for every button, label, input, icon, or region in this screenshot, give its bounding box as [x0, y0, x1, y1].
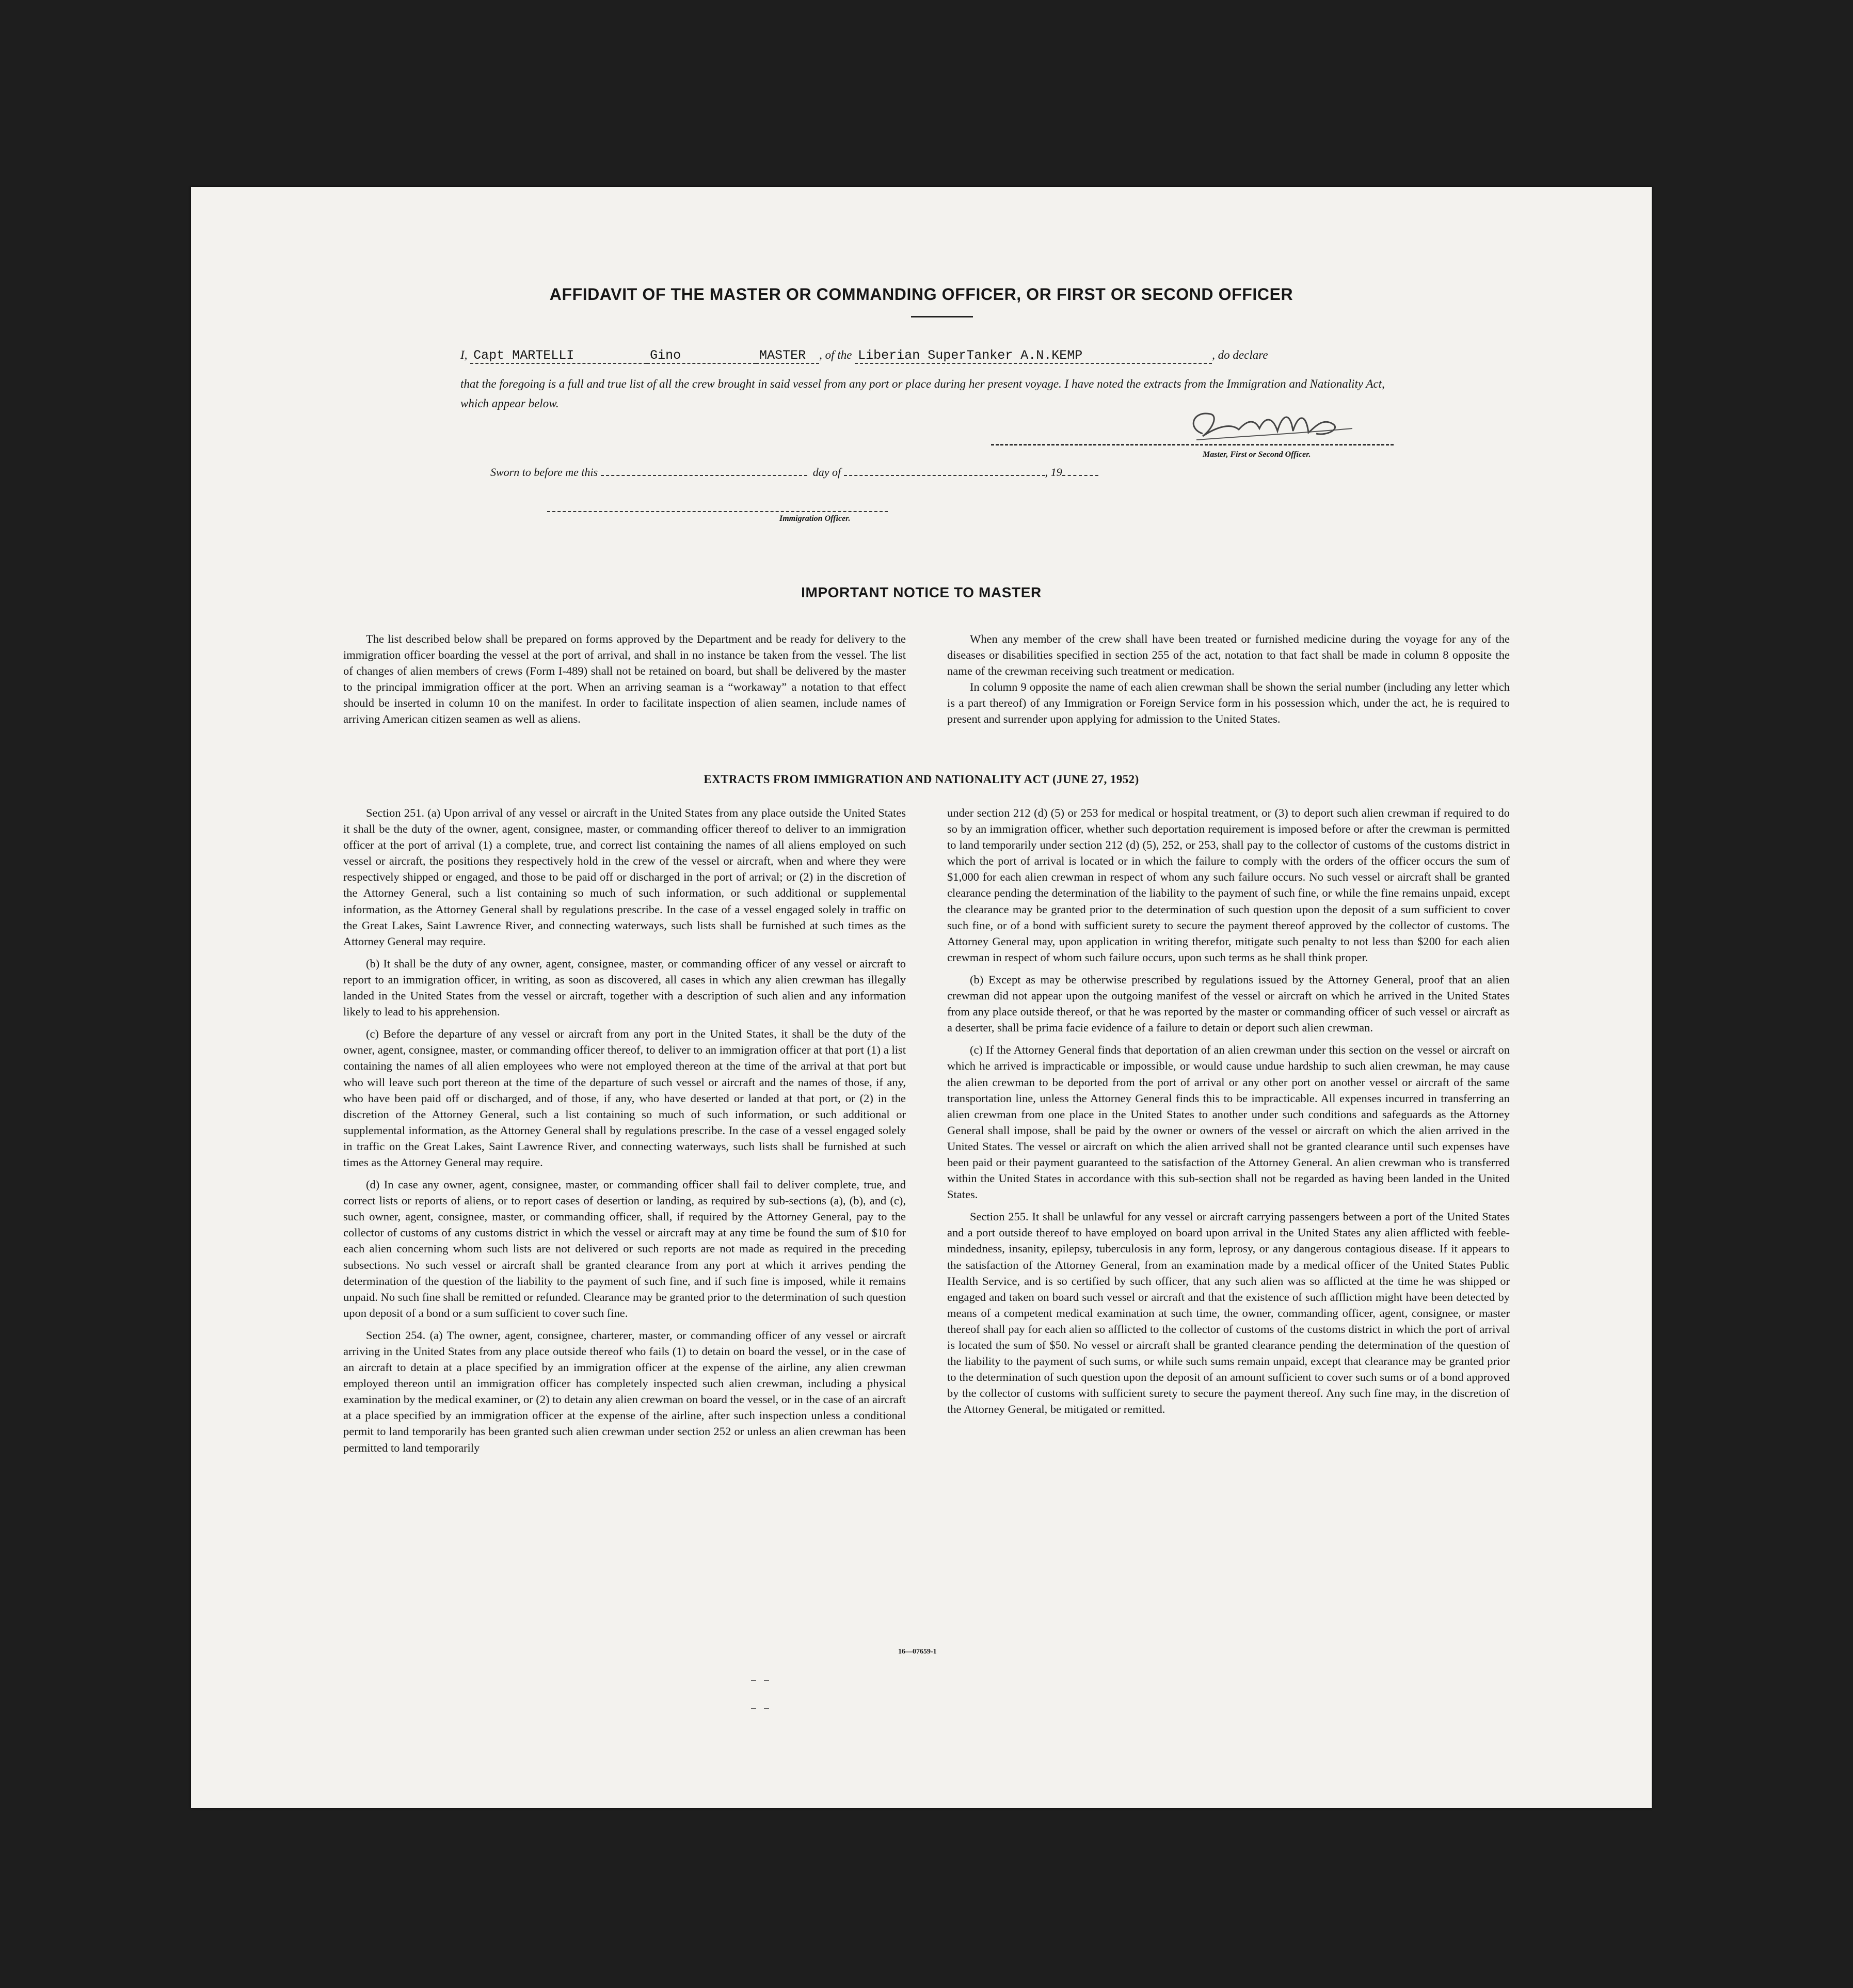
signature-caption: Master, First or Second Officer.: [1203, 450, 1311, 459]
sworn-month-blank: [844, 468, 1045, 476]
notice-paragraph: In column 9 opposite the name of each alien crewman shall be shown the serial number (including any letter which is a part thereof) of any Immigration or Foreign Service form in his possession which, under the act, he is required to present and surrender upon applying for admission to the United States.: [947, 680, 1510, 725]
declaration-block: [460, 348, 1415, 413]
declaration-statement: that the foregoing is a full and true list of all the crew brought in said vessel from any port or place during her present voyage. I have noted the extracts from the Immigration and Nationality Act, which appear below.: [460, 377, 1385, 410]
affidavit-page: [191, 187, 1652, 1808]
notice-left-column: [343, 631, 906, 727]
notice-right-column: [947, 631, 1510, 727]
law-paragraph: Section 254. (a) The owner, agent, consignee, charterer, master, or commanding officer of any vessel or aircraft arriving in the United States from any place outside thereof who fails (1) to detain on board the vessel, or in the case of an aircraft to detain at a place specified by an immigration officer at the expense of the airline, any alien crewman employed thereon until an immigration officer has completely inspected such alien crewman, including a physical examination by the medical examiner, or (2) to detain any alien crewman on board the vessel, or in the case of an aircraft at a place specified by an immigration officer at the expense of the airline, after such inspection unless a conditional permit to land temporarily has been granted such alien crewman under section 252 or unless an alien crewman has been permitted to land temporarily: [343, 1328, 906, 1454]
day-of-label: day of: [812, 466, 841, 479]
declare-prefix: I,: [460, 348, 468, 361]
immigration-officer-line: [547, 511, 888, 512]
extracts-left-column: [343, 805, 906, 1462]
do-declare-label: , do declare: [1212, 348, 1268, 361]
rank-value: Capt: [473, 348, 505, 363]
law-paragraph: Section 255. It shall be unlawful for any vessel or aircraft carrying passengers between a port of the United States and a port outside thereof to have employed on board upon arrival in the United States any alien afflicted with feeble-mindedness, insanity, epilepsy, tuberculosis in any form, leprosy, or any dangerous contagious disease. If it appears to the satisfaction of the Attorney General, from an examination made by a medical officer of the United States Public Health Service, and is so certified by such officer, that any such alien was so afflicted at the time he was shipped or engaged and taken on board such vessel or aircraft and that the existence of such affliction might have been detected by means of a competent medical examination at such time, the owner, commanding officer, agent, consignee, or master thereof shall pay for each alien so afflicted to the collector of customs of the customs district in which the port of arrival is located the sum of $50. No vessel or aircraft shall be granted clearance pending the determination of the question of the liability to the payment of such sums, or while such sums remain unpaid, except that clearance may be granted prior to the determination of such question upon the deposit of an amount sufficient to cover such sums or of a bond approved by the collector of customs with sufficient surety to secure the payment thereof. Any such fine may, in the discretion of the Attorney General, be mitigated or remitted.: [947, 1210, 1510, 1416]
notice-paragraph: When any member of the crew shall have been treated or furnished medicine during the voyage for any of the diseases or disabilities specified in section 255 of the act, notation to that fact shall be made in column 8 opposite the name of the crewman receiving such treatment or medication.: [947, 632, 1510, 677]
law-paragraph: Section 251. (a) Upon arrival of any vessel or aircraft in the United States from any place outside the United States it shall be the duty of the owner, agent, consignee, master, or commanding officer thereof to deliver to an immigration officer at the port of arrival (1) a complete, true, and correct list containing the names of all aliens employed on such vessel or aircraft, the positions they respectively hold in the crew of the vessel or aircraft, when and where they were respectively shipped or engaged, and those to be paid off or discharged in the port of arrival; or (2) in the discretion of the Attorney General, such a list containing so much of such information, or such additional or supplemental information, as the Attorney General shall by regulations prescribe. In the case of a vessel engaged solely in traffic on the Great Lakes, Saint Lawrence River, and connecting waterways, such lists shall be furnished at such times as the Attorney General may require.: [343, 806, 906, 948]
extracts-right-column: [947, 805, 1510, 1423]
of-the-label: , of the: [819, 348, 852, 361]
law-paragraph: (b) Except as may be otherwise prescribed by regulations issued by the Attorney General, proof that an alien crewman did not appear upon the outgoing manifest of the vessel or aircraft on which he arrived in the United States from any place outside thereof, or that he was reported by the master or commanding officer of such vessel or aircraft as a deserter, shall be prima facie evidence of a failure to detain or deport such alien crewman.: [947, 973, 1510, 1035]
bleed-mark: [764, 1708, 769, 1709]
signature-line: [991, 444, 1394, 446]
law-paragraph: (b) It shall be the duty of any owner, agent, consignee, master, or commanding officer of any vessel or aircraft to report to an immigration officer, in writing, as soon as discovered, all cases in which any alien crewman has illegally landed in the United States from the vessel or aircraft, together with a description of such alien and any information likely to lead to his apprehension.: [343, 957, 906, 1019]
name-field: [470, 348, 647, 364]
given-name-field: Gino: [647, 348, 756, 364]
sworn-day-blank: [601, 468, 807, 476]
year-label: , 19: [1045, 466, 1062, 479]
surname-value: MARTELLI: [512, 348, 574, 363]
vessel-field: Liberian SuperTanker A.N.KEMP: [855, 348, 1212, 364]
master-signature: [1182, 408, 1378, 447]
title-rule: [911, 316, 973, 317]
bleed-mark: [751, 1708, 756, 1709]
extracts-title: EXTRACTS FROM IMMIGRATION AND NATIONALITY ACT (JUNE 27, 1952): [704, 773, 1139, 786]
immigration-officer-caption: Immigration Officer.: [779, 514, 851, 523]
sworn-row: [490, 466, 1098, 479]
position-field: MASTER: [756, 348, 819, 364]
sworn-year-blank: [1062, 468, 1098, 476]
form-number: 16—07659-1: [898, 1648, 937, 1656]
law-paragraph: (c) Before the departure of any vessel or aircraft from any port in the United States, it shall be the duty of the owner, agent, consignee, master, or commanding officer thereof, to deliver to an immigration officer at that port (1) a list containing the names of all alien employees who were not employed thereon at the time of the arrival at that port but who will leave such port thereon at the time of the departure of such vessel or aircraft and the names of those, if any, who have been paid off or discharged, and of those, if any, who have deserted or landed at that port, or (2) in the discretion of the Attorney General, such a list containing so much of such information, or such additional or supplemental information, as the Attorney General shall by regulations prescribe. In the case of a vessel engaged solely in traffic on the Great Lakes, Saint Lawrence River, and connecting waterways, such lists shall be furnished at such times as the Attorney General may require.: [343, 1027, 906, 1169]
law-paragraph: (c) If the Attorney General finds that deportation of an alien crewman under this section on the vessel or aircraft on which he arrived is impracticable or impossible, or would cause undue hardship to such alien crewman, he may cause the alien crewman to be deported from the port of arrival or any other port on another vessel or aircraft of the same transportation line, unless the Attorney General finds this to be impracticable. All expenses incurred in transferring an alien crewman from one place in the United States to another under such conditions and safeguards as the Attorney General shall impose, shall be paid by the owner or owners of the vessel or aircraft on which the alien arrived in the United States. The vessel or aircraft on which the alien arrived shall not be granted clearance until such expenses have been paid or their payment guaranteed to the satisfaction of the Attorney General. An alien crewman who is transferred within the United States in accordance with this sub-section shall not be regarded as having been landed in the United States.: [947, 1043, 1510, 1201]
notice-title: IMPORTANT NOTICE TO MASTER: [801, 584, 1042, 600]
bleed-mark: [764, 1680, 769, 1681]
law-paragraph: under section 212 (d) (5) or 253 for medical or hospital treatment, or (3) to deport such alien crewman if required to do so by an immigration officer, whether such deportation requirement is imposed before or after the crewman is permitted to land temporarily under section 212 (d) (5), 252, or 253, shall pay to the collector of customs of the customs district in which the port of arrival is located or in which the failure to comply with the orders of the officer occurs the sum of $1,000 for each alien crewman in respect of whom any such failure occurs. No such vessel or aircraft shall be granted clearance pending the determination of the liability to the payment of such fine, or while the fine remains unpaid, except the clearance may be granted prior to the determination of such question upon the deposit of a sum sufficient to cover such fine, or of a bond with sufficient surety to secure the payment thereof approved by the collector of customs. The Attorney General may, upon application in writing therefor, mitigate such penalty to not less than $200 for each alien crewman in respect of whom such failure occurs, upon such terms as he shall think proper.: [947, 806, 1510, 964]
bleed-mark: [751, 1680, 756, 1681]
notice-paragraph: The list described below shall be prepared on forms approved by the Department and be ready for delivery to the immigration officer boarding the vessel at the port of arrival, and shall in no instance be taken from the vessel. The list of changes of alien members of crews (Form I-489) shall not be retained on board, but shall be delivered by the master to the principal immigration officer at the port. When an arriving seaman is a “workaway” a notation to that effect should be inserted in column 10 on the manifest. In order to facilitate inspection of alien seamen, include names of arriving American citizen seamen as well as aliens.: [343, 632, 906, 725]
law-paragraph: (d) In case any owner, agent, consignee, master, or commanding officer shall fail to deliver complete, true, and correct lists or reports of aliens, or to report cases of desertion or landing, as required by sub-sections (a), (b), and (c), such owner, agent, consignee, master, or commanding officer, shall, if required by the Attorney General, pay to the collector of customs of any customs district in which the vessel or aircraft may at any time be found the sum of $10 for each alien concerning whom such lists are not delivered or such reports are not made as required in the preceding subsections. No such vessel or aircraft shall be granted clearance from any port at which it arrives pending the determination of the question of the liability to the payment of such fine, and if such fine is imposed, while it remains unpaid. No such fine shall be remitted or refunded. Clearance may be granted prior to the determination of such question upon deposit of a bond or a sum sufficient to cover such fine.: [343, 1178, 906, 1319]
affidavit-title: AFFIDAVIT OF THE MASTER OR COMMANDING OFFICER, OR FIRST OR SECOND OFFICER: [549, 285, 1293, 304]
sworn-label: Sworn to before me this: [490, 466, 598, 479]
